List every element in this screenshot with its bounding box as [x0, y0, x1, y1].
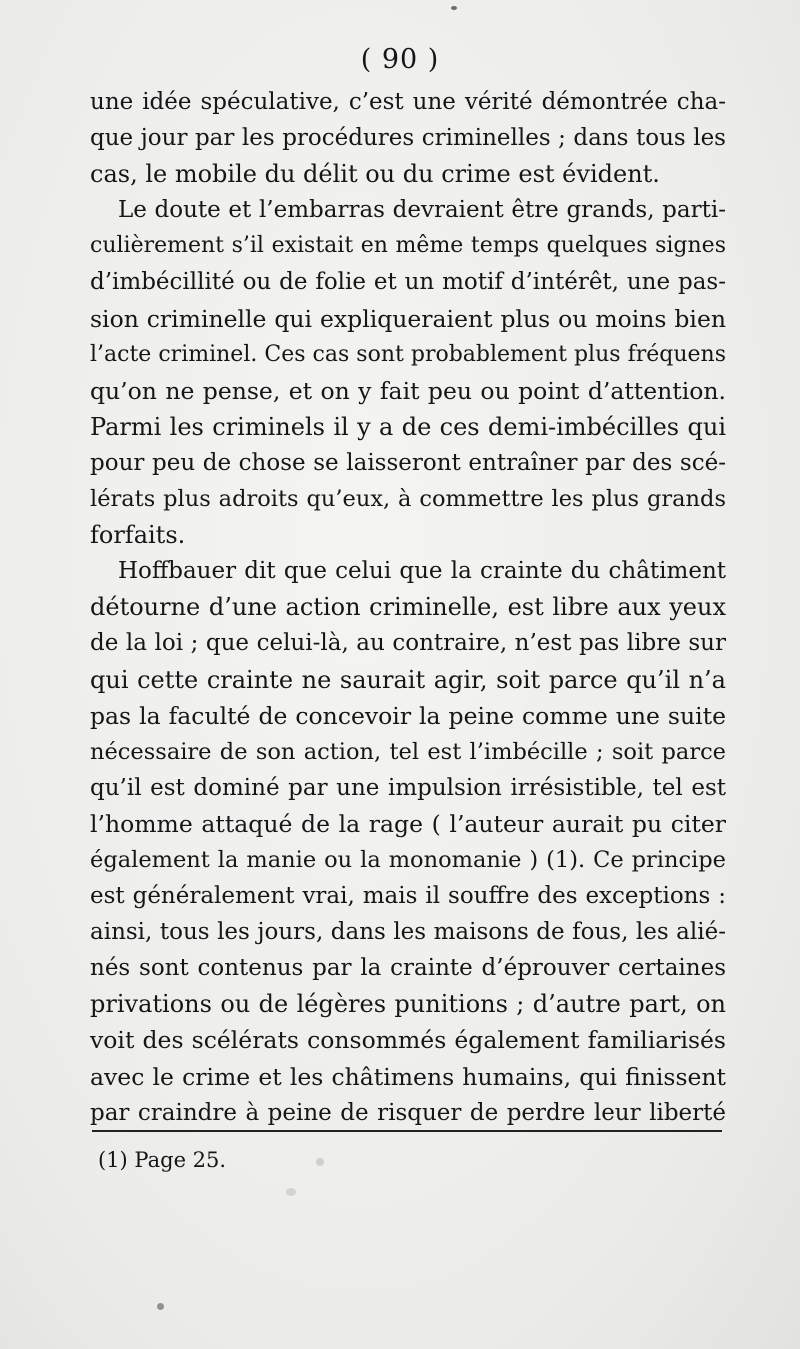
text-line: de la loi ; que celui-là, au contraire, n’est pas libre sur	[90, 630, 726, 657]
text-line: qui cette crainte ne saurait agir, soit parce qu’il n’a	[90, 665, 726, 694]
text-line: l’homme attaqué de la rage ( l’auteur aurait pu citer	[90, 809, 726, 838]
text-line: pas la faculté de concevoir la peine comme une suite	[90, 701, 726, 730]
text-line: forfaits.	[90, 521, 186, 550]
footnote: (1) Page 25.	[98, 1148, 227, 1172]
footnote-divider	[92, 1130, 722, 1132]
paper-speck	[157, 1303, 164, 1310]
text-line: que jour par les procédures criminelles ; dans tous les	[90, 125, 726, 152]
paper-speck	[286, 1188, 296, 1196]
paper-speck	[316, 1158, 324, 1166]
paper-speck	[451, 6, 457, 10]
text-line: culièrement s’il existait en même temps quelques signes	[90, 233, 726, 259]
text-line: privations ou de légères punitions ; d’autre part, on	[90, 990, 726, 1019]
text-line: lérats plus adroits qu’eux, à commettre les plus grands	[90, 486, 726, 513]
text-line: nécessaire de son action, tel est l’imbécille ; soit parce	[90, 738, 726, 765]
text-line: qu’on ne pense, et on y fait peu ou point d’attention.	[90, 376, 726, 405]
text-line: pour peu de chose se laisseront entraîner par des scé-	[90, 449, 726, 476]
text-line: voit des scélérats consommés également familiarisés	[90, 1026, 726, 1055]
page-number: ( 90 )	[360, 44, 440, 75]
text-line: d’imbécillité ou de folie et un motif d’intérêt, une pas-	[90, 269, 726, 296]
text-line: sion criminelle qui expliqueraient plus ou moins bien	[90, 304, 726, 333]
text-line: par craindre à peine de risquer de perdre leur liberté	[90, 1099, 726, 1126]
text-line: également la manie ou la monomanie ) (1). Ce principe	[90, 846, 726, 873]
text-line: avec le crime et les châtimens humains, qui finissent	[90, 1062, 726, 1091]
text-line: ainsi, tous les jours, dans les maisons de fous, les alié-	[90, 919, 726, 946]
text-line: cas, le mobile du délit ou du crime est évident.	[90, 160, 660, 189]
text-line: est généralement vrai, mais il souffre des exceptions :	[90, 883, 726, 910]
text-line: l’acte criminel. Ces cas sont probablement plus fréquens	[90, 341, 726, 367]
body-text	[90, 84, 726, 1131]
text-line: Parmi les criminels il y a de ces demi-imbécilles qui	[90, 412, 726, 441]
text-line: Le doute et l’embarras devraient être grands, parti-	[118, 197, 726, 224]
text-line: Hoffbauer dit que celui que la crainte du châtiment	[118, 558, 726, 585]
text-line: détourne d’une action criminelle, est libre aux yeux	[90, 593, 726, 622]
text-line: nés sont contenus par la crainte d’éprouver certaines	[90, 955, 726, 982]
text-line: qu’il est dominé par une impulsion irrésistible, tel est	[90, 774, 726, 801]
text-line: une idée spéculative, c’est une vérité démontrée cha-	[90, 89, 726, 115]
